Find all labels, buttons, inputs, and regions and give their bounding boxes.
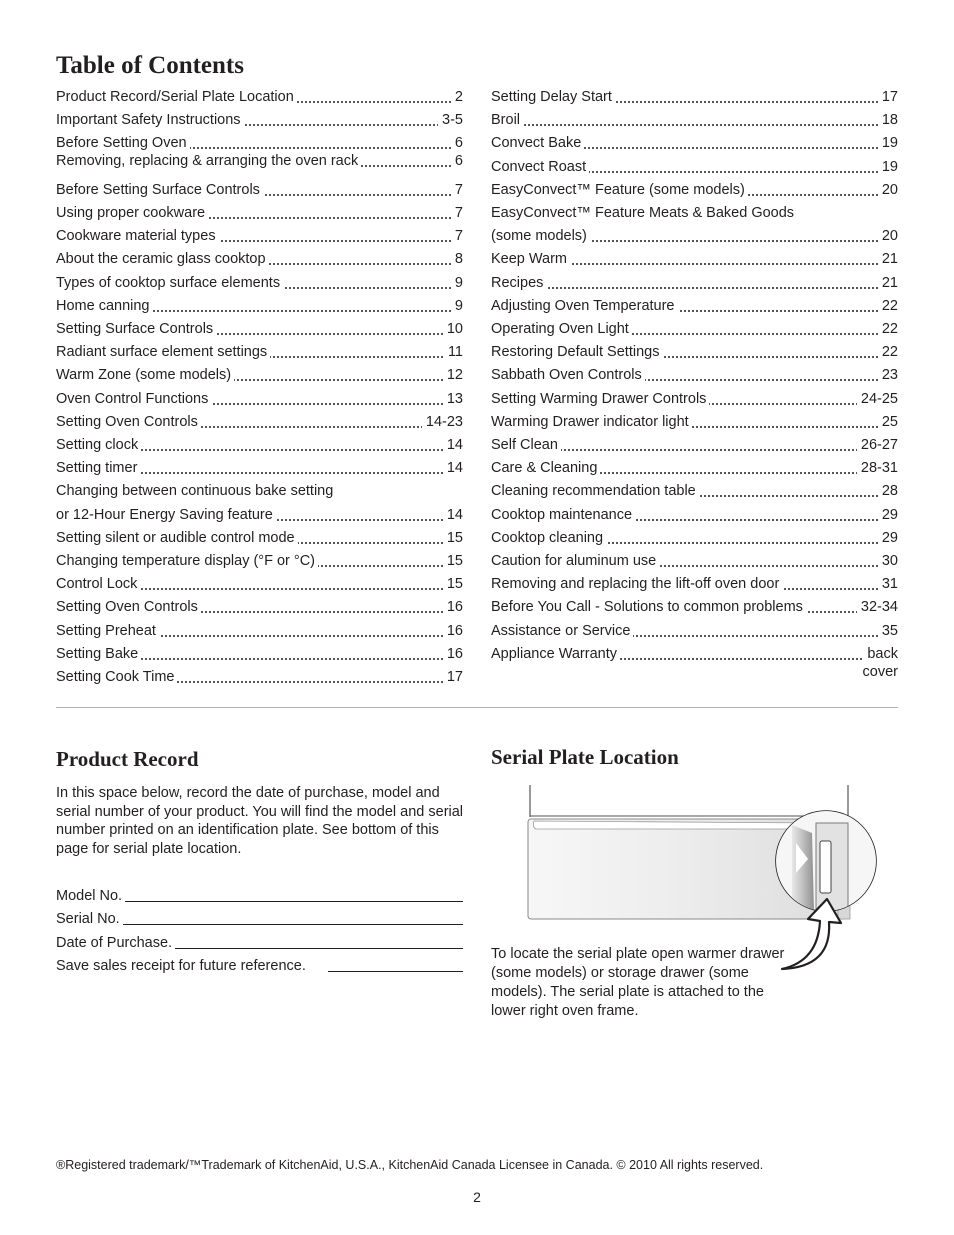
toc-entry-title: Cookware material types [56,226,219,246]
toc-entry[interactable] [56,203,463,223]
toc-entry-page: 6 [451,133,463,153]
toc-entry[interactable] [491,505,898,525]
toc-entry-title: Product Record/Serial Plate Location [56,87,297,107]
toc-entry-page: 31 [878,574,898,594]
toc-entry-title: Removing, replacing & arranging the oven rack [56,151,361,171]
toc-entry-title: Adjusting Oven Temperature [491,296,678,316]
toc-entry-title: Assistance or Service [491,621,633,641]
toc-entry[interactable] [491,110,898,130]
purchase-date-field[interactable] [56,933,463,953]
toc-entry[interactable] [56,574,463,594]
toc-entry-title: Recipes [491,273,546,293]
toc-entry-page-continuation: cover [862,663,898,680]
toc-entry-title: or 12-Hour Energy Saving feature [56,505,276,525]
toc-entry[interactable] [491,157,898,177]
toc-entry-title: Convect Bake [491,133,584,153]
toc-entry[interactable] [56,505,463,525]
toc-entry[interactable] [56,87,463,107]
toc-entry[interactable] [491,342,898,362]
toc-entry-page: 7 [451,180,463,200]
page-number: 2 [473,1189,481,1205]
model-number-field[interactable] [56,886,463,906]
toc-entry[interactable] [491,597,898,617]
toc-entry[interactable] [56,342,463,362]
toc-entry-title: Setting Bake [56,644,141,664]
toc-entry-page: 28 [878,481,898,501]
toc-entry-page: 22 [878,296,898,316]
sales-receipt-line [328,971,463,972]
toc-entry[interactable] [491,226,898,246]
toc-entry-title: Before You Call - Solutions to common problems [491,597,806,617]
toc-entry[interactable] [491,435,898,455]
toc-entry-text: EasyConvect™ Feature Meats & Baked Goods [491,205,795,221]
toc-entry[interactable] [491,180,898,200]
toc-entry-page: 15 [443,551,463,571]
toc-entry-title: Cooktop maintenance [491,505,635,525]
model-number-label: Model No. [56,886,125,906]
toc-entry-page: 22 [878,319,898,339]
serial-number-field[interactable] [56,909,463,929]
toc-entry-page: 14-23 [422,412,463,432]
toc-entry-page: back [863,644,898,664]
toc-entry-title: Oven Control Functions [56,389,211,409]
toc-entry[interactable] [56,180,463,200]
toc-entry-page: 32-34 [857,597,898,617]
toc-entry-page: 9 [451,296,463,316]
toc-entry[interactable] [56,528,463,548]
toc-entry-title: Care & Cleaning [491,458,600,478]
toc-entry-title: Setting clock [56,435,141,455]
toc-entry[interactable] [56,296,463,316]
zoom-callout [776,811,876,911]
toc-entry-page: 16 [443,621,463,641]
toc-entry-title: Caution for aluminum use [491,551,659,571]
toc-entry-page: 15 [443,528,463,548]
toc-entry[interactable] [56,597,463,617]
toc-entry-title: Cooktop cleaning [491,528,606,548]
toc-entry[interactable] [56,273,463,293]
toc-entry[interactable] [491,319,898,339]
toc-entry[interactable] [56,389,463,409]
toc-entry[interactable] [491,528,898,548]
toc-entry-page: 18 [878,110,898,130]
toc-entry-page: 14 [443,458,463,478]
toc-entry-title: Restoring Default Settings [491,342,662,362]
toc-entry[interactable] [56,644,463,664]
toc-entry-page: 20 [878,180,898,200]
toc-entry-page: 35 [878,621,898,641]
toc-entry-page: 28-31 [857,458,898,478]
sales-receipt-label: Save sales receipt for future reference. [56,956,309,976]
product-record-body: In this space below, record the date of purchase, model and serial number of your product. You will find the model and serial number printed on an identification plate. See bottom of this page for serial plate location. [56,785,464,857]
toc-entry-page: 30 [878,551,898,571]
toc-entry[interactable] [491,458,898,478]
toc-entry-page: 10 [443,319,463,339]
toc-entry-title: Setting timer [56,458,140,478]
toc-entry-page: 29 [878,528,898,548]
toc-entry-page: 16 [443,597,463,617]
toc-entry-title: (some models) [491,226,590,246]
toc-entry-title: Broil [491,110,523,130]
toc-leader-dots [491,124,898,126]
toc-entry-page: 25 [878,412,898,432]
product-record-title: Product Record [56,747,199,771]
toc-entry-title: Operating Oven Light [491,319,632,339]
toc-entry[interactable] [56,365,463,385]
toc-entry-page: 14 [443,505,463,525]
toc-entry[interactable] [56,458,463,478]
toc-entry-page: 14 [443,435,463,455]
toc-entry[interactable] [491,365,898,385]
toc-entry-page: 19 [878,133,898,153]
toc-entry-title: Warming Drawer indicator light [491,412,692,432]
toc-entry[interactable] [491,574,898,594]
toc-entry[interactable] [491,249,898,269]
toc-entry[interactable] [491,296,898,316]
toc-entry-page: 21 [878,249,898,269]
toc-entry-page: 20 [878,226,898,246]
toc-entry[interactable] [56,621,463,641]
toc-entry-page: 13 [443,389,463,409]
toc-entry[interactable] [491,481,898,501]
toc-entry-title: Appliance Warranty [491,644,620,664]
toc-entry-page: 7 [451,226,463,246]
toc-entry-title: Warm Zone (some models) [56,365,234,385]
toc-title: Table of Contents [56,52,244,79]
section-divider [56,707,898,708]
toc-entry-title: About the ceramic glass cooktop [56,249,269,269]
toc-entry-title: Convect Roast [491,157,589,177]
serial-plate-title: Serial Plate Location [491,745,679,769]
toc-entry-title: Important Safety Instructions [56,110,244,130]
toc-entry-page: 9 [451,273,463,293]
toc-entry[interactable] [491,87,898,107]
toc-entry[interactable] [491,412,898,432]
toc-entry-page: 29 [878,505,898,525]
trademark-note: ®Registered trademark/™Trademark of KitchenAid, U.S.A., KitchenAid Canada Licensee in Canada. © 2010 All rights reserved. [56,1158,764,1172]
toc-entry-title: Radiant surface element settings [56,342,270,362]
toc-entry[interactable] [491,273,898,293]
serial-plate-caption: To locate the serial plate open warmer drawer (some models) or storage drawer (some models). The serial plate is attached to the lower right oven frame. [491,946,785,1019]
toc-entry-page: 7 [451,203,463,223]
toc-entry-page: 3-5 [438,110,463,130]
toc-entry-page: 11 [444,342,463,362]
toc-entry-page: 26-27 [857,435,898,455]
toc-entry-page: 8 [451,249,463,269]
toc-entry[interactable] [491,621,898,641]
toc-entry-title: Setting Oven Controls [56,597,201,617]
toc-leader-dots [491,287,898,289]
toc-entry-title: Removing and replacing the lift-off oven door [491,574,782,594]
toc-entry-page: 22 [878,342,898,362]
toc-entry-page: 23 [878,365,898,385]
toc-entry[interactable] [491,389,898,409]
toc-entry-title: Before Setting Surface Controls [56,180,263,200]
toc-entry-title: Keep Warm [491,249,570,269]
toc-entry-title: EasyConvect™ Feature (some models) [491,180,748,200]
toc-entry-page: 17 [878,87,898,107]
toc-entry-title: Setting Preheat [56,621,159,641]
sales-receipt-field[interactable] [56,956,463,976]
toc-entry[interactable] [56,435,463,455]
toc-entry-page: 17 [443,667,463,687]
serial-number-label: Serial No. [56,909,123,929]
toc-entry-title: Setting Cook Time [56,667,177,687]
toc-entry-page: 12 [443,365,463,385]
toc-entry[interactable] [56,667,463,687]
toc-entry[interactable] [491,644,898,664]
toc-entry[interactable] [491,551,898,571]
toc-entry-title: Setting Warming Drawer Controls [491,389,709,409]
toc-entry[interactable] [56,551,463,571]
toc-entry-title: Sabbath Oven Controls [491,365,645,385]
toc-entry-title: Setting Delay Start [491,87,615,107]
toc-entry-page: 19 [878,157,898,177]
toc-entry-page: 2 [451,87,463,107]
toc-entry[interactable] [491,133,898,153]
toc-entry-title: Setting Oven Controls [56,412,201,432]
toc-entry-title: Types of cooktop surface elements [56,273,283,293]
toc-entry[interactable] [56,412,463,432]
toc-entry-title: Changing temperature display (°F or °C) [56,551,318,571]
toc-entry[interactable] [56,110,463,130]
toc-entry[interactable] [56,151,463,171]
toc-entry-page: 21 [878,273,898,293]
toc-entry-page: 6 [451,151,463,171]
toc-entry-page: 24-25 [857,389,898,409]
toc-entry[interactable] [56,133,463,153]
toc-entry-title: Self Clean [491,435,561,455]
toc-entry[interactable] [56,226,463,246]
toc-entry-title: Setting Surface Controls [56,319,216,339]
purchase-date-label: Date of Purchase. [56,933,175,953]
toc-entry-title: Setting silent or audible control mode [56,528,298,548]
toc-entry-title: Cleaning recommendation table [491,481,699,501]
toc-entry-title: Using proper cookware [56,203,208,223]
toc-entry[interactable] [56,249,463,269]
oven-frame [530,785,848,817]
toc-entry[interactable] [56,319,463,339]
toc-entry-text: Changing between continuous bake setting [56,483,334,500]
toc-entry-title: Home canning [56,296,153,316]
toc-entry-title: Control Lock [56,574,140,594]
toc-entry-page: 16 [443,644,463,664]
toc-entry-page: 15 [443,574,463,594]
toc-entry-title: Before Setting Oven [56,133,190,153]
